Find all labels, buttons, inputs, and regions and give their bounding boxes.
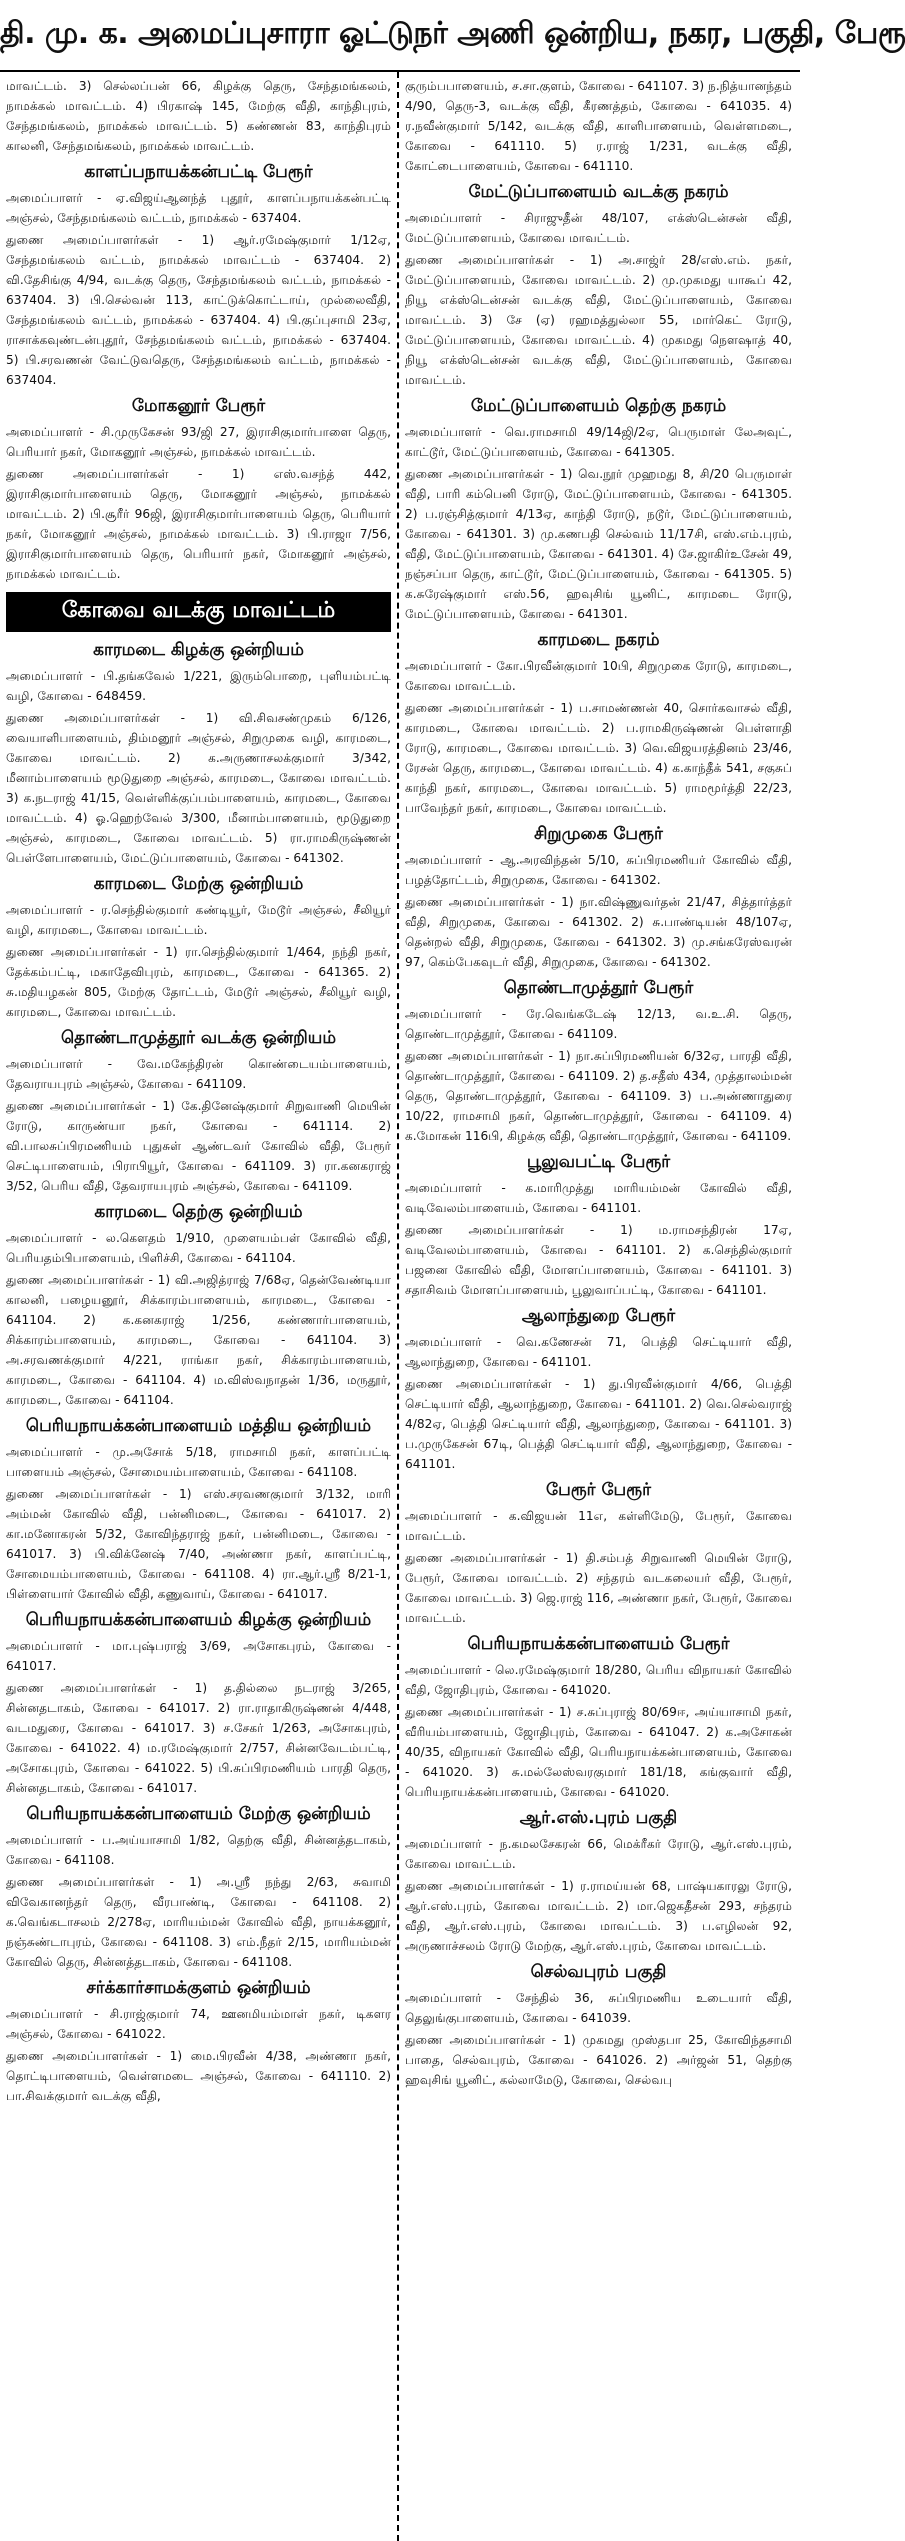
entry-paragraph: அமைப்பாளர் - க.விஜயன் 11எ, கள்ளிமேடு, பேரூர், கோவை மாவட்டம்.: [405, 1509, 792, 1543]
entry-paragraph: துணை அமைப்பாளர்கள் - 1) த.தில்லை நடராஜ் 3/265, சின்னதடாகம், கோவை - 641017. 2) ரா.ராதாகிருஷ்ணன் 4/448, வடமதுரை, கோவை - 641017. 3) ச.சேகர் 1/263, அசோகபுரம், கோவை - 641022. 4) ம.ரமேஷ்குமார் 2/757, சின்னவேடம்பட்டி, அசோகபுரம், கோவை - 641022. 5) பி.சுப்பிரமணியம் பாரதி தெரு, சின்னதடாகம், கோவை - 641017.: [6, 1681, 391, 1795]
entry-paragraph: துணை அமைப்பாளர்கள் - 1) ர.ராமய்யன் 68, பாஷ்யகாரலு ரோடு, ஆர்.எஸ்.புரம், கோவை மாவட்டம். 2) மா.ஜெகதீசன் 293, சந்தரம் வீதி, ஆர்.எஸ்.புரம், கோவை மாவட்டம். 3) ப.எழிலன் 92, அருணாச்சலம் ரோடு மேற்கு, ஆர்.எஸ்.புரம், கோவை மாவட்டம்.: [405, 1879, 792, 1953]
section-heading: பெரியநாயக்கன்பாளையம் மத்திய ஒன்றியம்: [25, 1416, 372, 1436]
entry-paragraph: அமைப்பாளர் - மு.அசோக் 5/18, ராமசாமி நகர், காளப்பட்டி பாளையம் அஞ்சல், சோமையம்பாளையம், கோவை - 641108.: [6, 1445, 391, 1479]
entry-paragraph: அமைப்பாளர் - ரே.வெங்கடேஷ் 12/13, வ.உ.சி. தெரு, தொண்டாமுத்தூர், கோவை - 641109.: [405, 1007, 792, 1041]
entry-paragraph: துணை அமைப்பாளர்கள் - 1) கே.தினேஷ்குமார் சிறுவாணி மெயின் ரோடு, காருண்யா நகர், கோவை - 641114. 2) வி.பாலசுப்பிரமணியம் புதுசுள் ஆண்டவர் கோவில் வீதி, பேரூர் செட்டிபாளையம், பிராபியூர், கோவை - 641109. 3) ரா.கனகராஜ் 3/52, பெரிய வீதி, தேவராயபுரம் அஞ்சல், கோவை - 641109.: [6, 1099, 391, 1193]
section-heading: பெரியநாயக்கன்பாளையம் கிழக்கு ஒன்றியம்: [25, 1610, 372, 1630]
entry-paragraph: அமைப்பாளர் - ல.கௌதம் 1/910, முளையம்பள் கோவில் வீதி, பெரியதம்பிபாளையம், பிளிச்சி, கோவை - 641104.: [6, 1231, 391, 1265]
left-column: [0, 72, 399, 2541]
entry-paragraph: அமைப்பாளர் - வெ.கணேசன் 71, பெத்தி செட்டியார் வீதி, ஆலாந்துறை, கோவை - 641101.: [405, 1335, 792, 1369]
entry-paragraph: துணை அமைப்பாளர்கள் - 1) மை.பிரவீன் 4/38, அண்ணா நகர், தொட்டிபாளையம், வெள்ளமடை அஞ்சல், கோவை - 641110. 2) பா.சிவக்குமார் வடக்கு வீதி,: [6, 2049, 391, 2103]
entry-paragraph: துணை அமைப்பாளர்கள் - 1) வெ.நூர் முஹமது 8, சி/20 பெருமாள் வீதி, பாரி கம்பெனி ரோடு, மேட்டுப்பாளையம், கோவை - 641305. 2) ப.ரஞ்சித்குமார் 4/13ஏ, காந்தி ரோடு, நடூர், மேட்டுப்பாளையம், கோவை - 641301. 3) மு.கணபதி செல்வம் 11/17சி, எஸ்.எம்.புரம், வீதி, மேட்டுப்பாளையம், கோவை - 641301. 4) சே.ஜாகிர்உசேன் 49, நஞ்சப்பா தெரு, காட்டூர், மேட்டுப்பாளையம், கோவை - 641305. 5) க.சுரேஷ்குமார் எஸ்.56, ஹவுசிங் யூனிட், காரமடை ரோடு, மேட்டுப்பாளையம், கோவை - 641301.: [405, 467, 792, 621]
entry-paragraph: துணை அமைப்பாளர்கள் - 1) அ.ஸ்ரீ நந்து 2/63, சுவாமி விவேகானந்தர் தெரு, வீரபாண்டி, கோவை - 641108. 2) க.வெங்கடாசலம் 2/278ஏ, மாரியம்மன் கோவில் வீதி, நாயக்கனூர், நஞ்சுண்டாபுரம், கோவை - 641108. 3) எம்.நீதர் 2/15, மாரியம்மன் கோவில் தெரு, சின்னத்தடாகம், கோவை - 641108.: [6, 1875, 391, 1969]
section-heading: ஆர்.எஸ்.புரம் பகுதி: [519, 1808, 678, 1828]
entry-paragraph: துணை அமைப்பாளர்கள் - 1) ப.சாமண்ணன் 40, சொர்கவாசல் வீதி, காரமடை, கோவை மாவட்டம். 2) ப.ராமகிருஷ்ணன் பெள்ளாதி ரோடு, காரமடை, கோவை மாவட்டம். 3) வெ.விஜயரத்தினம் 23/46, ரேசன் தெரு, காரமடை, கோவை மாவட்டம். 4) க.காந்தீக் 541, சகுசுப் காந்தி நகர், காரமடை, கோவை மாவட்டம். 5) ராமமூர்த்தி 22/23, பாவேந்தர் நகர், காரமடை, கோவை மாவட்டம்.: [405, 701, 792, 815]
section-heading: காரமடை கிழக்கு ஒன்றியம்: [93, 640, 304, 660]
entry-paragraph: துணை அமைப்பாளர்கள் - 1) வி.சிவசண்முகம் 6/126, வையாளிபாளையம், திம்மனூர் அஞ்சல், சிறுமுகை வழி, காரமடை, கோவை மாவட்டம். 2) க.அருணாசலக்குமார் 3/342, மீனாம்பாளையம் மூடுதுறை அஞ்சல், காரமடை, கோவை மாவட்டம். 3) க.நடராஜ் 41/15, வெள்ளிக்குப்பம்பாளையம், காரமடை, கோவை மாவட்டம். 4) ஓ.ஹெற்வேல் 3/300, மீனாம்பாளையம், மூடுதுறை அஞ்சல், காரமடை, கோவை மாவட்டம். 5) ரா.ராமகிருஷ்ணன் பெள்ளேபாளையம், மேட்டுப்பாளையம், கோவை - 641302.: [6, 711, 391, 865]
section-heading: சர்க்கார்சாமக்குளம் ஒன்றியம்: [86, 1978, 311, 1998]
entry-paragraph: துணை அமைப்பாளர்கள் - 1) தி.சம்பத் சிறுவாணி மெயின் ரோடு, பேரூர், கோவை மாவட்டம். 2) சந்தரம் வடகலையர் வீதி, பேரூர், கோவை மாவட்டம். 3) ஜெ.ராஜ் 116, அண்ணா நகர், பேரூர், கோவை மாவட்டம்.: [405, 1551, 792, 1625]
entry-paragraph: துணை அமைப்பாளர்கள் - 1) எஸ்.வசந்த் 442, இராசிகுமார்பாளையம் தெரு, மோகனூர் அஞ்சல், நாமக்கல் மாவட்டம். 2) பி.சூரீர் 96ஜி, இராசிகுமார்பாளையம் தெரு, பெரியார் நகர், மோகனூர் அஞ்சல், நாமக்கல் மாவட்டம். 3) பி.ராஜா 7/56, இராசிகுமார்பாளையம் தெரு, பெரியார் நகர், மோகனூர் அஞ்சல், நாமக்கல் மாவட்டம்.: [6, 467, 391, 581]
section-heading: பேரூர் பேரூர்: [546, 1480, 651, 1500]
entry-paragraph: அமைப்பாளர் - ஆ.அரவிந்தன் 5/10, சுப்பிரமணியர் கோவில் வீதி, பழத்தோட்டம், சிறுமுகை, கோவை - 641302.: [405, 853, 792, 887]
entry-paragraph: அமைப்பாளர் - கோ.பிரவீன்குமார் 10பி, சிறுமுகை ரோடு, காரமடை, கோவை மாவட்டம்.: [405, 659, 792, 693]
section-heading: ஆலாந்துறை பேரூர்: [521, 1306, 676, 1326]
section-heading: காரமடை தெற்கு ஒன்றியம்: [94, 1202, 303, 1222]
entry-paragraph: துணை அமைப்பாளர்கள் - 1) ரா.செந்தில்குமார் 1/464, நந்தி நகர், தேக்கம்பட்டி, மகாதேவிபுரம், காரமடை, கோவை - 641365. 2) சு.மதியழகன் 805, மேற்கு தோட்டம், மேடூர் அஞ்சல், சீலியூர் வழி, காரமடை, கோவை மாவட்டம்.: [6, 945, 391, 1019]
entry-paragraph: துணை அமைப்பாளர்கள் - 1) முகமது முஸ்தபா 25, கோவிந்தசாமி பாதை, செல்வபுரம், கோவை - 641026. 2) அர்ஜன் 51, தெற்கு ஹவுசிங் யூனிட், கல்லாமேடு, கோவை, செல்வபு: [405, 2033, 792, 2087]
section-heading: செல்வபுரம் பகுதி: [530, 1962, 667, 1982]
entry-paragraph: அமைப்பாளர் - ந.கமலசேகரன் 66, மெக்ரீகர் ரோடு, ஆர்.எஸ்.புரம், கோவை மாவட்டம்.: [405, 1837, 792, 1871]
entry-paragraph: துணை அமைப்பாளர்கள் - 1) நா.சுப்பிரமணியன் 6/32ஏ, பாரதி வீதி, தொண்டாமுத்தூர், கோவை - 641109. 2) த.சதீஸ் 434, முத்தாலம்மன் தெரு, தொண்டாமுத்தூர், கோவை - 641109. 3) ப.அண்ணாதுரை 10/22, ராமசாமி நகர், தொண்டாமுத்தூர், கோவை - 641109. 4) க.மோகன் 116பி, கிழக்கு வீதி, தொண்டாமுத்தூர், கோவை - 641109.: [405, 1049, 792, 1143]
section-heading: சிறுமுகை பேரூர்: [534, 824, 663, 844]
entry-paragraph: அமைப்பாளர் - ஏ.விஜய்ஆனந்த் புதூர், காளப்பநாயக்கன்பட்டி அஞ்சல், சேந்தமங்கலம் வட்டம், நாமக்கல் - 637404.: [6, 191, 391, 225]
section-heading: காரமடை மேற்கு ஒன்றியம்: [93, 874, 304, 894]
entry-paragraph: அமைப்பாளர் - வே.மகேந்திரன் கொண்டையம்பாளையம், தேவராயபுரம் அஞ்சல், கோவை - 641109.: [6, 1057, 391, 1091]
page-title: தி. மு. க. அமைப்புசாரா ஓட்டுநர் அணி ஒன்றிய, நகர, பகுதி, பேரூ: [0, 15, 905, 51]
section-heading: மேட்டுப்பாளையம் வடக்கு நகரம்: [468, 182, 729, 202]
entry-paragraph: துணை அமைப்பாளர்கள் - 1) து.பிரவீன்குமார் 4/66, பெத்தி செட்டியார் வீதி, ஆலாந்துறை, கோவை - 641101. 2) வெ.செல்வராஜ் 4/82ஏ, பெத்தி செட்டியார் வீதி, ஆலாந்துறை, கோவை - 641101. 3) ப.முருகேசன் 67டி, பெத்தி செட்டியார் வீதி, ஆலாந்துறை, கோவை - 641101.: [405, 1377, 792, 1471]
page-header: [0, 0, 905, 72]
entry-paragraph: அமைப்பாளர் - சிராஜுதீன் 48/107, எக்ஸ்டென்சன் வீதி, மேட்டுப்பாளையம், கோவை மாவட்டம்.: [405, 211, 792, 245]
entry-paragraph: அமைப்பாளர் - பி.தங்கவேல் 1/221, இரும்பொறை, புளியம்பட்டி வழி, கோவை - 648459.: [6, 669, 391, 703]
entry-paragraph: துணை அமைப்பாளர்கள் - 1) நா.விஷ்ணுவர்தன் 21/47, சித்தார்த்தர் வீதி, சிறுமுகை, கோவை - 641302. 2) சு.பாண்டியன் 48/107ஏ, தென்றல் வீதி, சிறுமுகை, கோவை - 641302. 3) மு.சங்கரேஸ்வரன் 97, கெம்பேகவுடர் வீதி, சிறுமுகை, கோவை - 641302.: [405, 895, 792, 969]
entry-paragraph: துணை அமைப்பாளர்கள் - 1) வி.அஜித்ராஜ் 7/68ஏ, தென்வேண்டியா காலனி, பழையனூர், சிக்காரம்பாளையம், காரமடை, கோவை - 641104. 2) க.கனகராஜ் 1/256, கண்ணார்பாளையம், சிக்காரம்பாளையம், காரமடை, கோவை - 641104. 3) அ.சரவணக்குமார் 4/221, ராங்கா நகர், சிக்காரம்பாளையம், காரமடை, கோவை - 641104. 4) ம.விஸ்வநாதன் 1/36, மருதூர், காரமடை, கோவை - 641104.: [6, 1273, 391, 1407]
entry-paragraph: அமைப்பாளர் - சி.ராஜ்குமார் 74, ஊனமியம்மாள் நகர், டிகளர அஞ்சல், கோவை - 641022.: [6, 2007, 391, 2041]
entry-paragraph: அமைப்பாளர் - வெ.ராமசாமி 49/14ஜி/2ஏ, பெருமாள் லேஅவுட், காட்டூர், மேட்டுப்பாளையம், கோவை - 641305.: [405, 425, 792, 459]
entry-paragraph: குரும்பபாளையம், ச.சா.குளம், கோவை - 641107. 3) ந.நித்யானந்தம் 4/90, தெரு-3, வடக்கு வீதி, கீரணத்தம், கோவை - 641035. 4) ர.நவீன்குமார் 5/142, வடக்கு வீதி, காளிபாளையம், வெள்ளமடை, கோவை - 641110. 5) ர.ராஜ் 1/231, வடக்கு வீதி, கோட்டைபாளையம், கோவை - 641110.: [405, 79, 792, 173]
entry-paragraph: துணை அமைப்பாளர்கள் - 1) எஸ்.சரவணகுமார் 3/132, மாரி அம்மன் கோவில் வீதி, பன்னிமடை, கோவை - 641017. 2) கா.மனோகரன் 5/32, கோவிந்தராஜ் நகர், பன்னிமடை, கோவை - 641017. 3) பி.விக்னேஷ் 7/40, அண்ணா நகர், காளப்பட்டி, சோமையம்பாளையம், கோவை - 641108. 4) ரா.ஆர்.ஸ்ரீ 8/21-1, பிள்ளையார் கோவில் வீதி, கணுவாய், கோவை - 641017.: [6, 1487, 391, 1601]
entry-paragraph: துணை அமைப்பாளர்கள் - 1) ம.ராமசந்திரன் 17ஏ, வடிவேலம்பாளையம், கோவை - 641101. 2) க.செந்தில்குமார் பஜனை கோவில் வீதி, மோளப்பாளையம், கோவை - 641101. 3) சதாசிவம் மோளப்பாளையம், பூலுவாப்பட்டி, கோவை - 641101.: [405, 1223, 792, 1297]
entry-paragraph: அமைப்பாளர் - ர.செந்தில்குமார் கண்டியூர், மேடூர் அஞ்சல், சீலியூர் வழி, காரமடை, கோவை மாவட்டம்.: [6, 903, 391, 937]
district-banner: கோவை வடக்கு மாவட்டம்: [6, 592, 391, 632]
entry-paragraph: அமைப்பாளர் - ப.அய்யாசாமி 1/82, தெற்கு வீதி, சின்னத்தடாகம், கோவை - 641108.: [6, 1833, 391, 1867]
entry-paragraph: மாவட்டம். 3) செல்லப்பன் 66, கிழக்கு தெரு, சேந்தமங்கலம், நாமக்கல் மாவட்டம். 4) பிரகாஷ் 145, மேற்கு வீதி, காந்திபுரம், சேந்தமங்கலம், நாமக்கல் மாவட்டம். 5) கண்ணன் 83, காந்திபுரம் காலனி, சேந்தமங்கலம், நாமக்கல் மாவட்டம்.: [6, 79, 391, 153]
entry-paragraph: அமைப்பாளர் - சி.முருகேசன் 93/ஜி 27, இராசிகுமார்பாளை தெரு, பெரியார் நகர், மோகனூர் அஞ்சல், நாமக்கல் மாவட்டம்.: [6, 425, 391, 459]
content-columns: [0, 72, 800, 2541]
section-heading: காரமடை நகரம்: [537, 630, 660, 650]
entry-paragraph: துணை அமைப்பாளர்கள் - 1) ஆர்.ரமேஷ்குமார் 1/12ஏ, சேந்தமங்கலம் வட்டம், நாமக்கல் மாவட்டம் - 637404. 2) வி.தேசிங்கு 4/94, வடக்கு தெரு, சேந்தமங்கலம் வட்டம், நாமக்கல் - 637404. 3) பி.செல்வன் 113, காட்டுக்கொட்டாய், முல்லைவீதி, சேந்தமங்கலம் வட்டம், நாமக்கல் - 637404. 4) பி.குப்புசாமி 23ஏ, ராசாக்கவுண்டன்புதூர், சேந்தமங்கலம் வட்டம், நாமக்கல் - 637404. 5) பி.சரவணன் வேட்டுவதெரு, சேந்தமங்கலம் வட்டம், நாமக்கல் - 637404.: [6, 233, 391, 387]
section-heading: காளப்பநாயக்கன்பட்டி பேரூர்: [84, 162, 313, 182]
entry-paragraph: துணை அமைப்பாளர்கள் - 1) ச.சுப்புராஜ் 80/69ஈ, அய்யாசாமி நகர், வீரியம்பாளையம், ஜோதிபுரம், கோவை - 641047. 2) க.அசோகன் 40/35, விநாயகர் கோவில் வீதி, பெரியநாயக்கன்பாளையம், கோவை - 641020. 3) சு.மல்லேஸ்வரகுமார் 181/18, கங்குவார் வீதி, பெரியநாயக்கன்பாளையம், கோவை - 641020.: [405, 1705, 792, 1799]
entry-paragraph: அமைப்பாளர் - மா.புஷ்பராஜ் 3/69, அசோகபுரம், கோவை - 641017.: [6, 1639, 391, 1673]
entry-paragraph: அமைப்பாளர் - சேந்தில் 36, சுப்பிரமணிய உடையார் வீதி, தெலுங்குபாளையம், கோவை - 641039.: [405, 1991, 792, 2025]
section-heading: மோகனூர் பேரூர்: [131, 396, 266, 416]
section-heading: தொண்டாமுத்தூர் வடக்கு ஒன்றியம்: [60, 1028, 337, 1048]
section-heading: மேட்டுப்பாளையம் தெற்கு நகரம்: [470, 396, 727, 416]
section-heading: பூலுவபட்டி பேரூர்: [526, 1152, 671, 1172]
entry-paragraph: அமைப்பாளர் - லெ.ரமேஷ்குமார் 18/280, பெரிய விநாயகர் கோவில் வீதி, ஜோதிபுரம், கோவை - 641020.: [405, 1663, 792, 1697]
section-heading: தொண்டாமுத்தூர் பேரூர்: [503, 978, 694, 998]
section-heading: பெரியநாயக்கன்பாளையம் பேரூர்: [467, 1634, 730, 1654]
right-column: [399, 72, 798, 2541]
entry-paragraph: துணை அமைப்பாளர்கள் - 1) அ.சாஜ்ர் 28/எஸ்.எம். நகர், மேட்டுப்பாளையம், கோவை மாவட்டம். 2) மு.முகமது யாகூப் 42, நியூ எக்ஸ்டென்சன் வடக்கு வீதி, மேட்டுப்பாளையம், கோவை மாவட்டம். 3) சே (ஏ) ரஹமத்துல்லா 55, மார்கெட் ரோடு, மேட்டுப்பாளையம், கோவை மாவட்டம். 4) முகமது நௌஷாத் 40, நியூ எக்ஸ்டென்சன் வடக்கு வீதி, மேட்டுப்பாளையம், கோவை மாவட்டம்.: [405, 253, 792, 387]
section-heading: பெரியநாயக்கன்பாளையம் மேற்கு ஒன்றியம்: [26, 1804, 371, 1824]
entry-paragraph: அமைப்பாளர் - க.மாரிமுத்து மாரியம்மன் கோவில் வீதி, வடிவேலம்பாளையம், கோவை - 641101.: [405, 1181, 792, 1215]
